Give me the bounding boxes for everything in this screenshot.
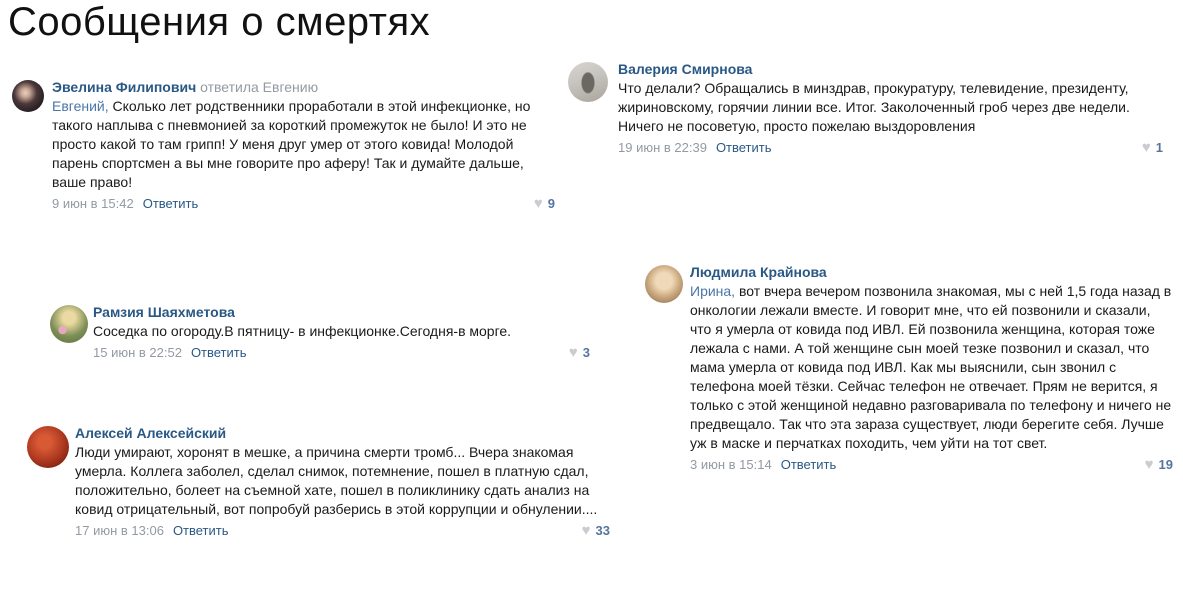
comment-text bbox=[75, 443, 610, 519]
mention-link[interactable]: Ирина, bbox=[690, 283, 736, 299]
comment-date: 15 июн в 22:52 bbox=[93, 345, 182, 360]
heart-icon: ♥ bbox=[1141, 139, 1151, 156]
comment-date: 3 июн в 15:14 bbox=[690, 457, 772, 472]
like-count: 3 bbox=[582, 345, 590, 360]
reply-button[interactable]: Ответить bbox=[142, 196, 199, 211]
heart-icon: ♥ bbox=[568, 344, 578, 361]
heart-icon: ♥ bbox=[533, 195, 543, 212]
avatar[interactable] bbox=[12, 80, 44, 112]
like-button[interactable] bbox=[1142, 139, 1163, 157]
like-count: 33 bbox=[595, 523, 610, 538]
comment-text-body: Соседка по огороду.В пятницу- в инфекционке.Сегодня-в морге. bbox=[93, 323, 512, 339]
like-button[interactable] bbox=[582, 522, 610, 540]
author-link[interactable]: Алексей Алексейский bbox=[75, 425, 227, 441]
avatar[interactable] bbox=[645, 265, 683, 303]
comment-date: 19 июн в 22:39 bbox=[618, 140, 707, 155]
heart-icon: ♥ bbox=[1144, 456, 1154, 473]
comment-text bbox=[52, 97, 555, 192]
heart-icon: ♥ bbox=[581, 522, 591, 539]
comment bbox=[27, 424, 610, 540]
avatar[interactable] bbox=[50, 305, 88, 343]
avatar[interactable] bbox=[568, 62, 608, 102]
comment-text-body: Люди умирают, хоронят в мешке, а причина смерти тромб... Вчера знакомая умерла. Коллега заболел, сделал снимок, потемнение, пошел в платную сдал, положительно, болеет на съемной хате, пошел в поликлинику сдать анализ на ковид отрицательный, вот попробуй разберись в этой коррупции и обнулении.... bbox=[75, 444, 598, 517]
author-link[interactable]: Рамзия Шаяхметова bbox=[93, 304, 235, 320]
comment-text-body: Что делали? Обращались в минздрав, прокуратуру, телевидение, президенту, жириновскому, горячии линии все. Итог. Заколоченный гроб через две недели. Ничего не посоветую, просто пожелаю выздоровления bbox=[618, 80, 1130, 134]
comment bbox=[645, 263, 1173, 474]
like-count: 1 bbox=[1155, 140, 1163, 155]
reply-button[interactable]: Ответить bbox=[715, 140, 772, 155]
reply-button[interactable]: Ответить bbox=[172, 523, 229, 538]
comment-date: 9 июн в 15:42 bbox=[52, 196, 134, 211]
comment-text bbox=[690, 282, 1173, 453]
comment bbox=[50, 303, 590, 362]
like-count: 9 bbox=[547, 196, 555, 211]
reply-button[interactable]: Ответить bbox=[780, 457, 837, 472]
author-link[interactable]: Валерия Смирнова bbox=[618, 61, 753, 77]
mention-link[interactable]: Евгений, bbox=[52, 98, 109, 114]
comment bbox=[568, 60, 1163, 157]
like-button[interactable] bbox=[534, 195, 555, 213]
page-title: Сообщения о смертях bbox=[8, 0, 431, 44]
comment-text-body: вот вчера вечером позвонила знакомая, мы с ней 1,5 года назад в онкологии лежали вместе. И говорит мне, что ей позвонили и сказали, что я умерла от ковида под ИВЛ. Ей позвонила женщина, которая тоже лежала с нами. А той женщине сын моей тезке позвонил и сказал, что мама умерла от ковида под ИВЛ. Как мы выяснили, сын звонил с телефона моей тёзки. Сейчас телефон не отвечает. Прям не верится, я только с этой женщиной недавно разговаривала по телефону и ничего не предвещало. Так что эта зараза существует, люди берегите себя. Лучше уж в маске и перчатках походить, чем уйти на тот свет. bbox=[690, 283, 1172, 451]
like-button[interactable] bbox=[1145, 456, 1173, 474]
author-link[interactable]: Эвелина Филипович bbox=[52, 79, 197, 95]
comment-date: 17 июн в 13:06 bbox=[75, 523, 164, 538]
like-count: 19 bbox=[1158, 457, 1173, 472]
like-button[interactable] bbox=[569, 344, 590, 362]
comment-text bbox=[93, 322, 590, 341]
avatar[interactable] bbox=[27, 426, 69, 468]
reply-note: ответила Евгению bbox=[200, 79, 319, 95]
comment-text-body: Сколько лет родственники проработали в этой инфекционке, но такого наплыва с пневмонией за короткий промежуток не было! И это не просто какой то там грипп! У меня друг умер от этого ковида! Молодой парень спортсмен а вы мне говорите про аферу! Так и думайте дальше, ваше право! bbox=[52, 98, 531, 190]
comment-text bbox=[618, 79, 1163, 136]
author-link[interactable]: Людмила Крайнова bbox=[690, 264, 827, 280]
comment bbox=[12, 78, 555, 213]
reply-button[interactable]: Ответить bbox=[190, 345, 247, 360]
